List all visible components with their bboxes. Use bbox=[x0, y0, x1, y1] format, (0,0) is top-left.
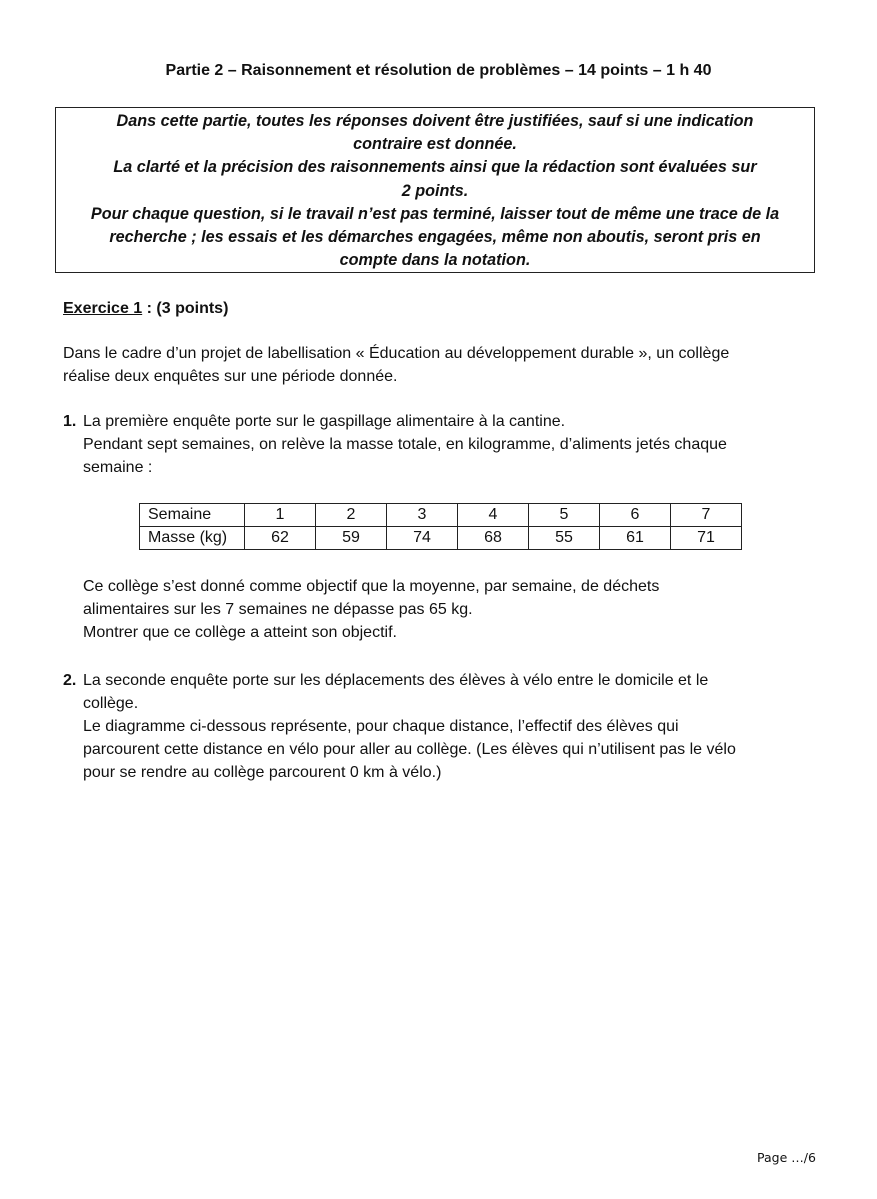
question-2-number: 2. bbox=[63, 672, 77, 689]
table-cell: 1 bbox=[245, 504, 316, 527]
instruction-line: Pour chaque question, si le travail n’est pas terminé, laisser tout de même une trace de la bbox=[90, 204, 780, 223]
table-cell: 74 bbox=[387, 527, 458, 550]
instructions-box bbox=[55, 107, 815, 273]
q1-line: semaine : bbox=[83, 459, 153, 476]
table-cell: 4 bbox=[458, 504, 529, 527]
instruction-line: compte dans la notation. bbox=[339, 251, 531, 270]
table-cell: 7 bbox=[671, 504, 742, 527]
q1-line: La première enquête porte sur le gaspillage alimentaire à la cantine. bbox=[83, 413, 566, 430]
row-header-week: Semaine bbox=[140, 504, 245, 527]
exercise-points: : (3 points) bbox=[142, 300, 229, 317]
page-footer: Page …/6 bbox=[757, 1150, 816, 1165]
instruction-line: recherche ; les essais et les démarches engagées, même non aboutis, seront pris en bbox=[109, 228, 761, 247]
exercise-label: Exercice 1 bbox=[63, 300, 143, 317]
q1-after-line: alimentaires sur les 7 semaines ne dépasse pas 65 kg. bbox=[83, 601, 473, 618]
table-row bbox=[140, 504, 742, 527]
question-2-text bbox=[83, 669, 828, 784]
q1-after-line: Ce collège s’est donné comme objectif que la moyenne, par semaine, de déchets bbox=[83, 578, 660, 595]
exercise-heading bbox=[63, 300, 228, 318]
question-1-followup bbox=[83, 575, 828, 644]
instruction-line: La clarté et la précision des raisonnements ainsi que la rédaction sont évaluées sur bbox=[113, 158, 757, 177]
intro-line: réalise deux enquêtes sur une période donnée. bbox=[63, 368, 398, 385]
q2-line: Le diagramme ci-dessous représente, pour chaque distance, l’effectif des élèves qui bbox=[83, 718, 679, 735]
q2-line: pour se rendre au collège parcourent 0 km à vélo.) bbox=[83, 764, 442, 781]
table-cell: 68 bbox=[458, 527, 529, 550]
intro-line: Dans le cadre d’un projet de labellisation « Éducation au développement durable », un collège bbox=[63, 345, 730, 362]
table-cell: 55 bbox=[529, 527, 600, 550]
q2-line: La seconde enquête porte sur les déplacements des élèves à vélo entre le domicile et le bbox=[83, 672, 709, 689]
table-cell: 2 bbox=[316, 504, 387, 527]
table-cell: 61 bbox=[600, 527, 671, 550]
q2-line: parcourent cette distance en vélo pour aller au collège. (Les élèves qui n’utilisent pas le vélo bbox=[83, 741, 736, 758]
table-row bbox=[140, 527, 742, 550]
q1-after-line: Montrer que ce collège a atteint son objectif. bbox=[83, 624, 397, 641]
instruction-line: Dans cette partie, toutes les réponses doivent être justifiées, sauf si une indication bbox=[116, 112, 754, 130]
table-cell: 62 bbox=[245, 527, 316, 550]
exercise-intro bbox=[63, 342, 823, 388]
instruction-line: 2 points. bbox=[401, 181, 469, 200]
table-cell: 5 bbox=[529, 504, 600, 527]
page-title: Partie 2 – Raisonnement et résolution de problèmes – 14 points – 1 h 40 bbox=[165, 62, 712, 79]
q2-line: collège. bbox=[83, 695, 139, 712]
instruction-line: contraire est donnée. bbox=[353, 135, 517, 154]
q1-line: Pendant sept semaines, on relève la masse totale, en kilogramme, d’aliments jetés chaque bbox=[83, 436, 727, 453]
row-header-mass: Masse (kg) bbox=[140, 527, 245, 550]
table-cell: 59 bbox=[316, 527, 387, 550]
question-1-text bbox=[83, 410, 828, 479]
table-cell: 3 bbox=[387, 504, 458, 527]
table-cell: 71 bbox=[671, 527, 742, 550]
mass-table bbox=[139, 503, 742, 550]
question-1-number: 1. bbox=[63, 413, 77, 430]
table-cell: 6 bbox=[600, 504, 671, 527]
